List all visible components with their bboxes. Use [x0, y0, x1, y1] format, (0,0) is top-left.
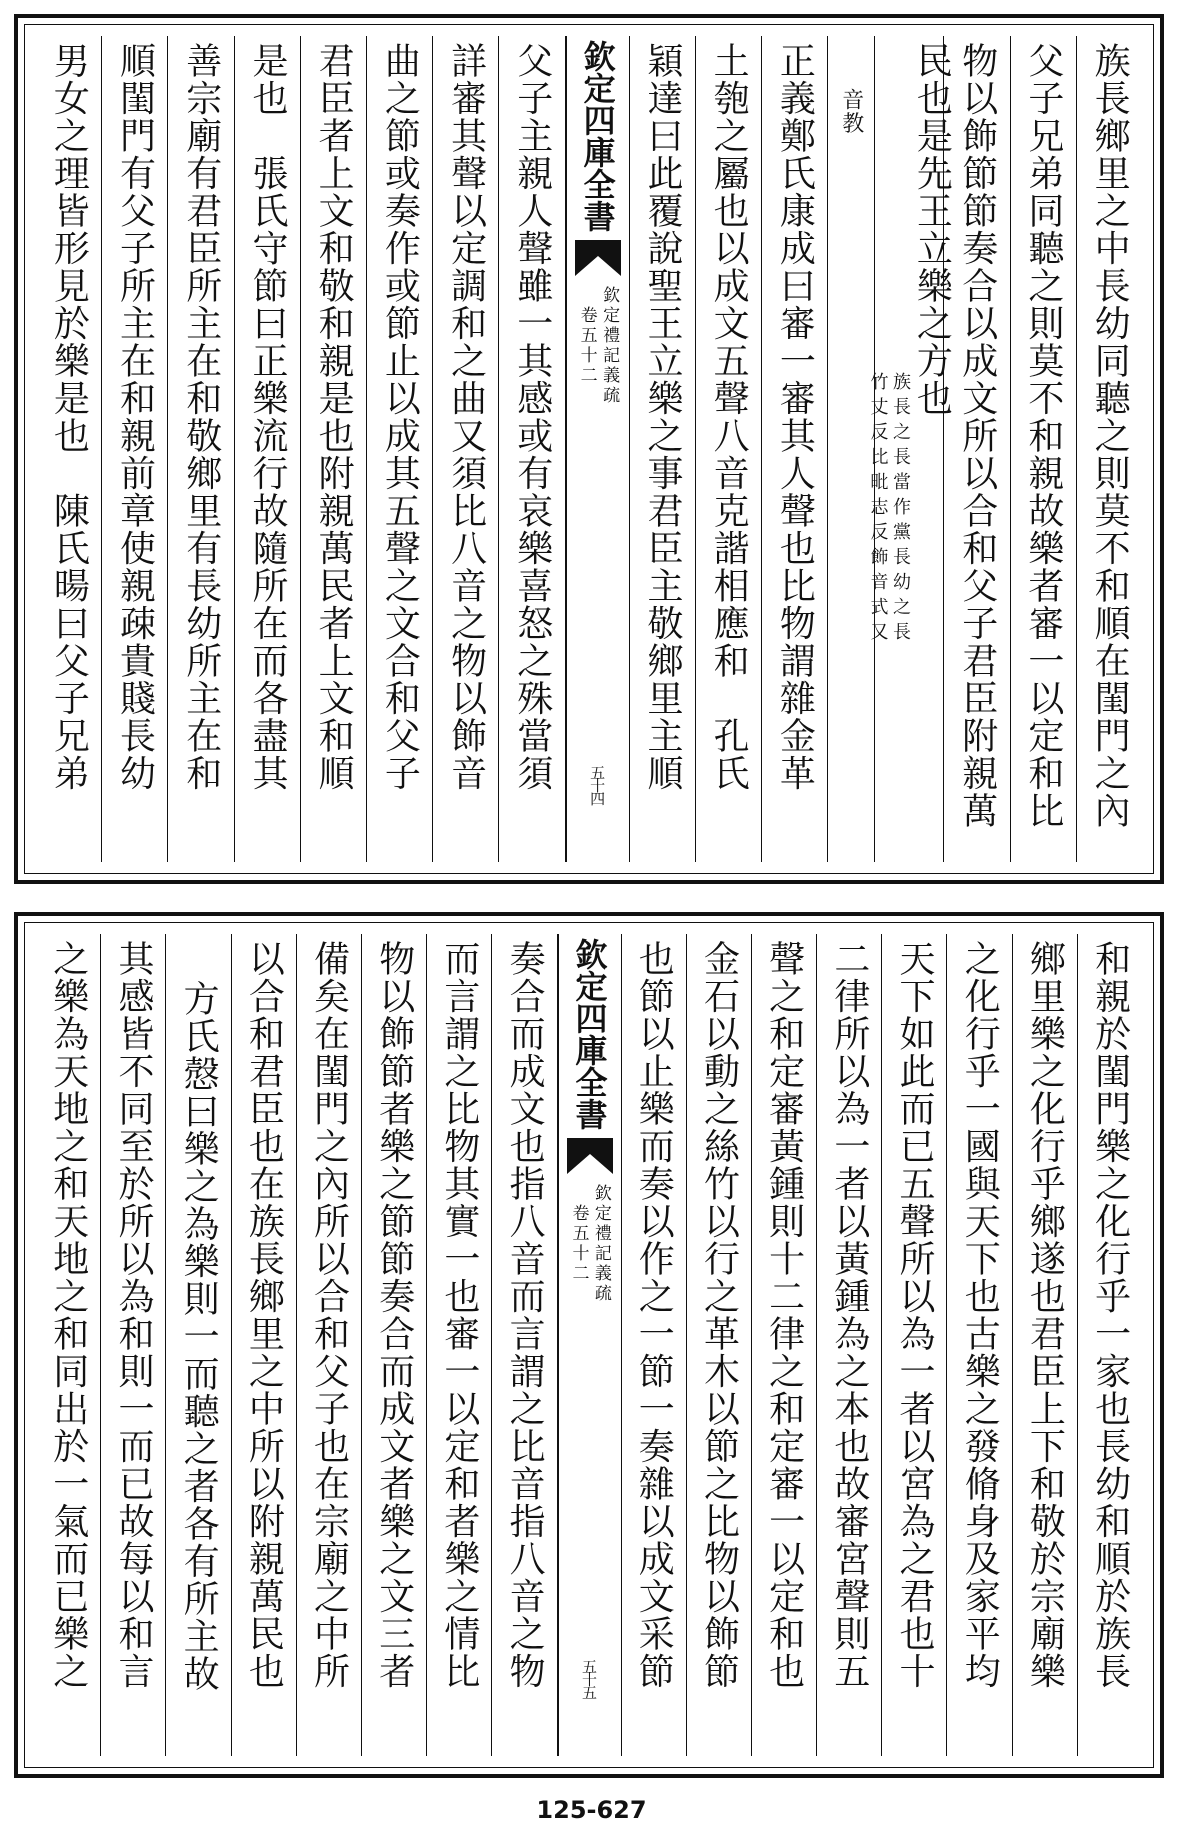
column-text: 以合和君臣也在族長鄉里之中所以附親萬民也 — [243, 940, 285, 1690]
text-column — [1077, 36, 1142, 862]
page-bottom — [14, 912, 1164, 1778]
column-text: 而言謂之比物其實一也審一以定和者樂之情比 — [438, 940, 480, 1690]
text-column — [828, 36, 875, 862]
column-text: 之樂為天地之和天地之和同出於一氣而已樂之 — [47, 940, 89, 1690]
text-column — [36, 934, 101, 1756]
text-column — [297, 934, 362, 1756]
text-column — [882, 934, 947, 1756]
column-text: 民也是先王立樂之方也 — [911, 42, 953, 417]
column-text: 善宗廟有君臣所主在和敬鄉里有長幼所主在和 — [180, 42, 222, 792]
text-column — [1011, 36, 1077, 862]
column-text: 男女之理皆形見於樂是也 陳氏暘曰父子兄弟 — [48, 42, 90, 792]
book-subtitle: 欽定禮記義疏 — [599, 286, 620, 406]
leaf-number: 五十四 — [588, 765, 607, 804]
page-top — [14, 14, 1164, 884]
text-column — [362, 934, 427, 1756]
text-column — [301, 36, 367, 862]
column-text: 詳審其聲以定調和之曲又須比八音之物以飾音 — [445, 42, 487, 792]
column-text: 也節以止樂而奏以作之一節一奏雜以成文采節 — [633, 940, 675, 1690]
text-column — [762, 36, 828, 862]
column-text: 鄉里樂之化行乎鄉遂也君臣上下和敬於宗廟樂 — [1024, 940, 1066, 1690]
text-column — [622, 934, 687, 1756]
center-fold — [558, 934, 622, 1756]
column-text: 君臣者上文和敬和親是也附親萬民者上文和順 — [313, 42, 355, 792]
page-footer-number: 125-627 — [536, 1796, 647, 1824]
text-column — [696, 36, 762, 862]
column-text: 奏合而成文也指八音而言謂之比音指八音之物 — [504, 940, 546, 1690]
column-text: 音教 — [838, 88, 864, 135]
text-column — [101, 934, 166, 1756]
column-text: 土匏之屬也以成文五聲八音克諧相應和 孔氏 — [708, 42, 750, 792]
text-column — [102, 36, 168, 862]
column-text: 順閨門有父子所主在和親前章使親疎貴賤長幼 — [114, 42, 156, 792]
column-text: 是也 張氏守節曰正樂流行故隨所在而各盡其 — [246, 42, 288, 792]
volume-label: 卷五十二 — [576, 306, 597, 386]
column-text: 金石以動之絲竹以行之革木以節之比物以飾節 — [698, 940, 740, 1690]
text-column — [232, 934, 297, 1756]
text-column — [168, 36, 234, 862]
text-column — [166, 934, 231, 1756]
column-text: 之化行乎一國與天下也古樂之發脩身及家平均 — [959, 940, 1001, 1690]
text-column-with-notes — [867, 36, 953, 862]
center-fold — [566, 36, 630, 862]
text-column — [492, 934, 557, 1756]
column-text: 父子主親人聲雖一其感或有哀樂喜怒之殊當須 — [511, 42, 553, 792]
volume-label: 卷五十二 — [568, 1204, 589, 1284]
annotation-right: 族長之長當作黨長幼之長 — [889, 372, 911, 647]
column-text: 其感皆不同至於所以為和則一而已故每以和言 — [112, 940, 154, 1690]
column-text: 物以飾節者樂之節節奏合而成文者樂之文三者 — [373, 940, 415, 1690]
text-column — [944, 36, 1010, 862]
page-bottom-columns — [36, 934, 1142, 1756]
text-column — [687, 934, 752, 1756]
book-title: 欽定四庫全書 — [570, 938, 609, 1130]
column-text: 方氏慤曰樂之為樂則一而聽之者各有所主故 — [178, 980, 220, 1693]
page-top-columns — [36, 36, 1142, 862]
column-text: 族長鄉里之中長幼同聽之則莫不和順在閨門之內 — [1089, 42, 1131, 830]
text-column — [630, 36, 696, 862]
book-subtitle: 欽定禮記義疏 — [590, 1184, 611, 1304]
text-column — [499, 36, 565, 862]
text-column — [947, 934, 1012, 1756]
text-column — [367, 36, 433, 862]
text-column — [433, 36, 499, 862]
leaf-number: 五十五 — [580, 1659, 598, 1698]
text-column — [235, 36, 301, 862]
column-text: 天下如此而已五聲所以為一者以宮為之君也十 — [894, 940, 936, 1690]
text-column — [427, 934, 492, 1756]
column-text: 正義鄭氏康成曰審一審其人聲也比物謂雜金革 — [774, 42, 816, 792]
fishtail-mark-icon — [575, 240, 621, 276]
text-column — [817, 934, 882, 1756]
column-text: 聲之和定審黃鍾則十二律之和定審一以定和也 — [763, 940, 805, 1690]
text-column — [1013, 934, 1078, 1756]
annotation-left: 竹丈反比毗志反飾音式又 — [867, 372, 889, 647]
column-text: 和親於閨門樂之化行乎一家也長幼和順於族長 — [1089, 940, 1131, 1690]
column-text: 父子兄弟同聽之則莫不和親故樂者審一以定和比 — [1022, 42, 1064, 830]
text-column — [752, 934, 817, 1756]
column-text: 穎達曰此覆說聖王立樂之事君臣主敬鄉里主順 — [641, 42, 683, 792]
text-column — [36, 36, 102, 862]
column-text: 二律所以為一者以黃鍾為之本也故審宮聲則五 — [828, 940, 870, 1690]
column-text: 曲之節或奏作或節止以成其五聲之文合和父子 — [379, 42, 421, 792]
book-title: 欽定四庫全書 — [578, 40, 617, 232]
text-column — [1078, 934, 1142, 1756]
fishtail-mark-icon — [567, 1138, 613, 1174]
column-text: 備矣在閨門之內所以合和父子也在宗廟之中所 — [308, 940, 350, 1690]
column-text: 物以飾節節奏合以成文所以合和父子君臣附親萬 — [956, 42, 998, 830]
